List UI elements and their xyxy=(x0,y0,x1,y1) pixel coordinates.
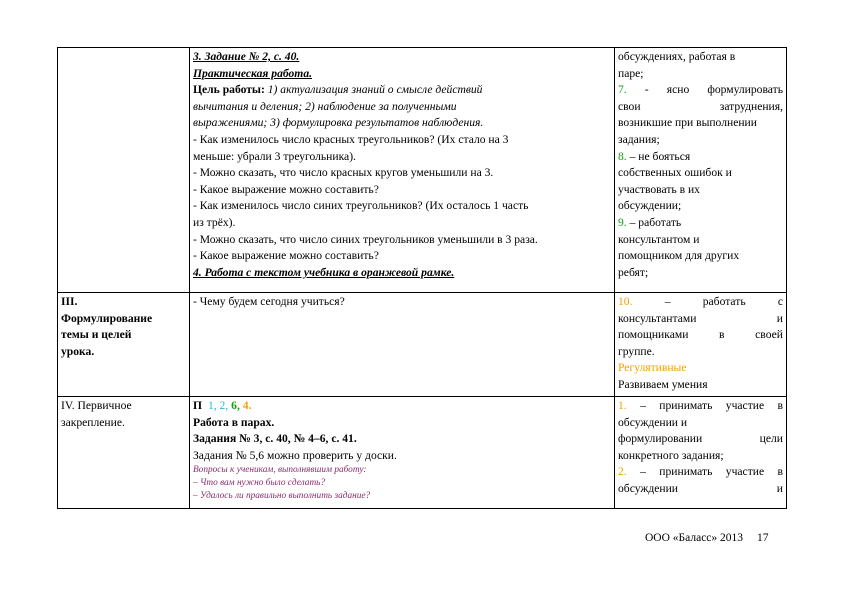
skills-cell xyxy=(615,293,787,397)
p-number: 6, xyxy=(231,399,240,412)
skills-cell xyxy=(615,397,787,509)
lesson-table xyxy=(57,47,787,509)
dialog-line: меньше: убрали 3 треугольника). xyxy=(193,149,356,163)
skill-text: группе. xyxy=(618,344,655,358)
stage-label: III. xyxy=(61,295,78,308)
question-item: – Что вам нужно было сделать? xyxy=(193,477,326,488)
activity-cell xyxy=(190,293,615,397)
stage-cell xyxy=(58,397,190,509)
skill-text: возникшие при выполнении xyxy=(618,116,757,130)
skill-text: свои затруднения, xyxy=(618,99,783,113)
skill-text: – работать с xyxy=(632,295,783,308)
skill-number: 2. xyxy=(618,465,627,479)
dialog-line: - Как изменилось число синих треугольников? (Их осталось 1 часть xyxy=(193,199,529,213)
skill-text: обсуждении и xyxy=(618,415,688,429)
p-label: П xyxy=(193,399,203,412)
skill-text: консультантом и xyxy=(618,232,700,246)
stage-cell xyxy=(58,293,190,397)
task-subtitle: Практическая работа. xyxy=(193,66,313,80)
skill-text: - ясно формулировать xyxy=(626,83,783,97)
skill-number: 10. xyxy=(618,295,633,308)
dialog-line: - Как изменилось число красных треугольников? (Их стало на 3 xyxy=(193,132,509,146)
skill-number: 7. xyxy=(618,83,627,97)
table-row xyxy=(58,48,787,293)
stage-label: закрепление. xyxy=(61,415,125,429)
skill-text: обсуждениях, работая в xyxy=(618,50,736,63)
skill-text: – работать xyxy=(626,215,682,229)
dialog-line: - Какое выражение можно составить? xyxy=(193,249,379,263)
tasks-line: Задания № 3, с. 40, № 4–6, с. 41. xyxy=(193,432,357,446)
skill-text: помощником для других xyxy=(618,249,740,263)
skill-text: собственных ошибок и xyxy=(618,166,732,180)
skill-text: помощниками в своей xyxy=(618,328,783,342)
skill-text: обсуждении и xyxy=(618,481,783,495)
stage-cell xyxy=(58,48,190,293)
p-number: 1, xyxy=(207,399,217,412)
skill-text: ребят; xyxy=(618,265,649,279)
skill-text: паре; xyxy=(618,66,644,80)
publisher-label: ООО «Баласс» 2013 xyxy=(645,532,744,544)
skill-number: 1. xyxy=(618,399,627,412)
table-row xyxy=(58,293,787,397)
dialog-line: - Можно сказать, что число красных кругов уменьшили на 3. xyxy=(193,166,494,180)
develop-label: Развиваем умения xyxy=(618,377,708,391)
goal-label: Цель работы: xyxy=(193,83,265,97)
task-title: 3. Задание № 2, с. 40. xyxy=(193,50,300,63)
skill-text: конкретного задания; xyxy=(618,448,724,462)
stage-label: IV. Первичное xyxy=(61,399,132,412)
dialog-line: из трёх). xyxy=(193,215,236,229)
goal-line: вычитания и деления; 2) наблюдение за полученными xyxy=(193,99,457,113)
goal-line: 1) актуализация знаний о смысле действий xyxy=(264,83,483,97)
dialog-line: - Какое выражение можно составить? xyxy=(193,182,379,196)
stage-label: Формулирование xyxy=(61,311,153,325)
question-text: - Чему будем сегодня учиться? xyxy=(193,295,345,308)
skills-cell xyxy=(615,48,787,293)
question-item: – Удалось ли правильно выполнить задание? xyxy=(193,490,371,501)
skill-text: формулировании цели xyxy=(618,432,783,446)
skill-text: обсуждении; xyxy=(618,199,682,213)
skill-text: – не бояться xyxy=(626,149,691,163)
page-footer xyxy=(645,532,769,544)
goal-line: выражениями; 3) формулировка результатов наблюдения. xyxy=(193,116,484,130)
task4-title: 4. Работа с текстом учебника в оранжевой рамке. xyxy=(193,265,455,279)
stage-label: темы и целей xyxy=(61,328,132,342)
pairs-title: Работа в парах. xyxy=(193,415,275,429)
skill-number: 8. xyxy=(618,149,627,163)
dialog-line: - Можно сказать, что число синих треугольников уменьшили в 3 раза. xyxy=(193,232,538,246)
activity-cell xyxy=(190,397,615,509)
page-number: 17 xyxy=(757,532,769,544)
skill-text: – принимать участие в xyxy=(626,465,783,479)
p-number: 4. xyxy=(242,399,252,412)
activity-cell xyxy=(190,48,615,293)
check-line: Задания № 5,6 можно проверить у доски. xyxy=(193,448,397,462)
questions-label: Вопросы к ученикам, выполнявшим работу: xyxy=(193,465,367,476)
table-row xyxy=(58,397,787,509)
stage-label: урока. xyxy=(61,344,95,358)
skill-number: 9. xyxy=(618,215,627,229)
skill-text: – принимать участие в xyxy=(626,399,783,412)
p-number: 2, xyxy=(219,399,229,412)
skill-text: задания; xyxy=(618,132,660,146)
regulative-label: Регулятивные xyxy=(618,361,687,375)
skill-text: участвовать в их xyxy=(618,182,700,196)
skill-text: консультантами и xyxy=(618,311,783,325)
